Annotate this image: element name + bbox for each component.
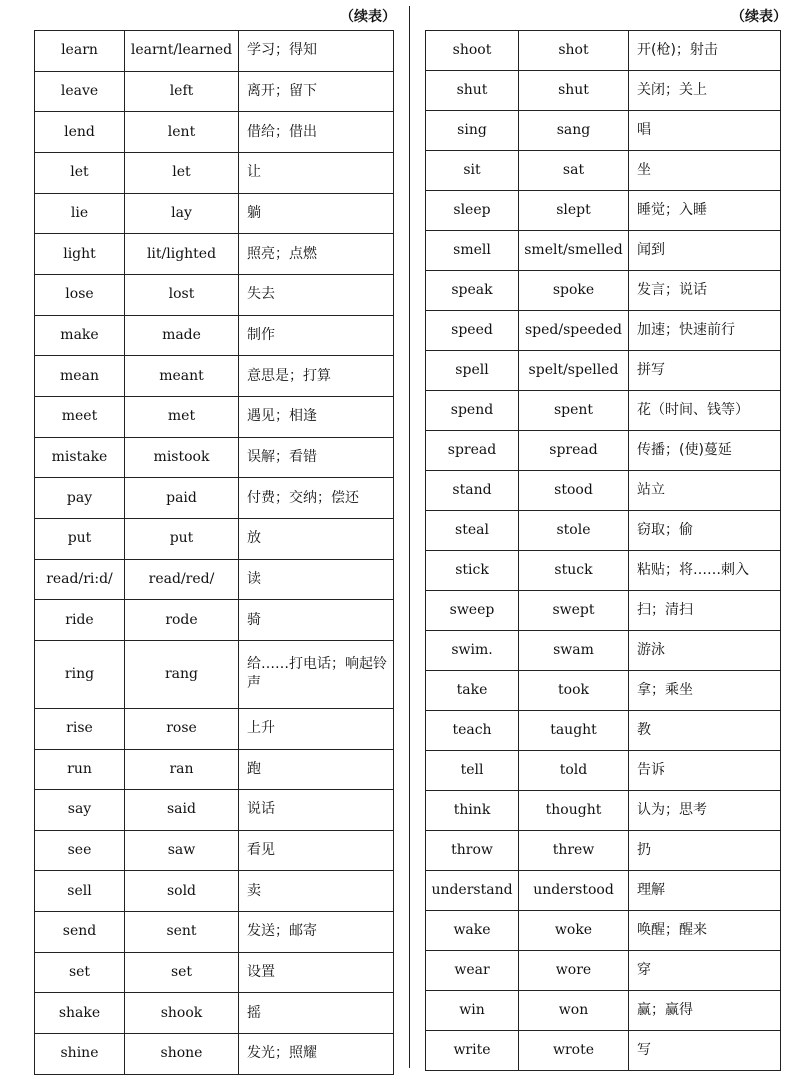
meaning-cell: 坐 [629, 151, 781, 191]
past-form-cell: sang [519, 111, 629, 151]
verb-row [35, 790, 394, 831]
verb-table-left [34, 30, 394, 1075]
base-form-cell: smell [426, 231, 519, 271]
verb-row [35, 152, 394, 193]
meaning-cell: 传播；(使)蔓延 [629, 431, 781, 471]
past-form-cell: spent [519, 391, 629, 431]
base-form-cell: read/ri:d/ [35, 559, 125, 600]
meaning-cell: 花（时间、钱等） [629, 391, 781, 431]
past-form-cell: shut [519, 71, 629, 111]
past-form-cell: paid [125, 478, 239, 519]
verb-row [426, 911, 781, 951]
verb-row [35, 315, 394, 356]
base-form-cell: shine [35, 1034, 125, 1075]
verb-row [35, 31, 394, 72]
verb-row [426, 191, 781, 231]
past-form-cell: woke [519, 911, 629, 951]
verb-row [426, 111, 781, 151]
base-form-cell: lend [35, 112, 125, 153]
meaning-cell: 制作 [239, 315, 394, 356]
meaning-cell: 扫；清扫 [629, 591, 781, 631]
meaning-cell: 认为；思考 [629, 791, 781, 831]
verb-row [426, 551, 781, 591]
past-form-cell: taught [519, 711, 629, 751]
meaning-cell: 唤醒；醒来 [629, 911, 781, 951]
past-form-cell: stole [519, 511, 629, 551]
past-form-cell: lost [125, 274, 239, 315]
verb-row [35, 437, 394, 478]
verb-table-right [425, 30, 781, 1071]
verb-row [35, 871, 394, 912]
base-form-cell: meet [35, 396, 125, 437]
past-form-cell: lent [125, 112, 239, 153]
meaning-cell: 睡觉；入睡 [629, 191, 781, 231]
base-form-cell: sing [426, 111, 519, 151]
meaning-cell: 闻到 [629, 231, 781, 271]
base-form-cell: set [35, 952, 125, 993]
base-form-cell: speak [426, 271, 519, 311]
past-form-cell: rang [125, 640, 239, 708]
meaning-cell: 误解；看错 [239, 437, 394, 478]
base-form-cell: win [426, 991, 519, 1031]
meaning-cell: 让 [239, 152, 394, 193]
meaning-cell: 写 [629, 1031, 781, 1071]
meaning-cell: 粘贴；将……刺入 [629, 551, 781, 591]
meaning-cell: 卖 [239, 871, 394, 912]
verb-row [426, 751, 781, 791]
past-form-cell: slept [519, 191, 629, 231]
meaning-cell: 付费；交纳；偿还 [239, 478, 394, 519]
meaning-cell: 拼写 [629, 351, 781, 391]
base-form-cell: ride [35, 600, 125, 641]
past-form-cell: spelt/spelled [519, 351, 629, 391]
meaning-cell: 发送；邮寄 [239, 912, 394, 953]
past-form-cell: made [125, 315, 239, 356]
past-form-cell: stuck [519, 551, 629, 591]
verb-row [35, 640, 394, 708]
meaning-cell: 摇 [239, 993, 394, 1034]
past-form-cell: said [125, 790, 239, 831]
verb-row [426, 671, 781, 711]
past-form-cell: stood [519, 471, 629, 511]
base-form-cell: leave [35, 71, 125, 112]
verb-row [35, 830, 394, 871]
meaning-cell: 理解 [629, 871, 781, 911]
base-form-cell: run [35, 749, 125, 790]
meaning-cell: 关闭；关上 [629, 71, 781, 111]
base-form-cell: rise [35, 708, 125, 749]
verb-row [35, 518, 394, 559]
base-form-cell: sit [426, 151, 519, 191]
continued-label-left: （续表） [340, 9, 396, 25]
verb-row [35, 912, 394, 953]
verb-row [426, 231, 781, 271]
base-form-cell: write [426, 1031, 519, 1071]
base-form-cell: ring [35, 640, 125, 708]
past-form-cell: understood [519, 871, 629, 911]
base-form-cell: tell [426, 751, 519, 791]
base-form-cell: shake [35, 993, 125, 1034]
base-form-cell: shut [426, 71, 519, 111]
base-form-cell: teach [426, 711, 519, 751]
column-divider [409, 6, 410, 1068]
meaning-cell: 给……打电话；响起铃声 [239, 640, 394, 708]
meaning-cell: 站立 [629, 471, 781, 511]
base-form-cell: mistake [35, 437, 125, 478]
verb-row [426, 791, 781, 831]
meaning-cell: 发光；照耀 [239, 1034, 394, 1075]
base-form-cell: lose [35, 274, 125, 315]
past-form-cell: spoke [519, 271, 629, 311]
meaning-cell: 开(枪)；射击 [629, 31, 781, 71]
base-form-cell: take [426, 671, 519, 711]
base-form-cell: say [35, 790, 125, 831]
verb-row [426, 431, 781, 471]
past-form-cell: swept [519, 591, 629, 631]
past-form-cell: swam [519, 631, 629, 671]
base-form-cell: learn [35, 31, 125, 72]
base-form-cell: light [35, 234, 125, 275]
meaning-cell: 窃取；偷 [629, 511, 781, 551]
base-form-cell: wake [426, 911, 519, 951]
base-form-cell: sweep [426, 591, 519, 631]
verb-row [35, 600, 394, 641]
base-form-cell: stand [426, 471, 519, 511]
past-form-cell: lit/lighted [125, 234, 239, 275]
past-form-cell: shot [519, 31, 629, 71]
verb-row [35, 749, 394, 790]
past-form-cell: sped/speeded [519, 311, 629, 351]
verb-row [426, 31, 781, 71]
past-form-cell: saw [125, 830, 239, 871]
past-form-cell: sold [125, 871, 239, 912]
base-form-cell: shoot [426, 31, 519, 71]
meaning-cell: 唱 [629, 111, 781, 151]
verb-row [35, 71, 394, 112]
verb-row [426, 271, 781, 311]
meaning-cell: 照亮；点燃 [239, 234, 394, 275]
past-form-cell: let [125, 152, 239, 193]
base-form-cell: stick [426, 551, 519, 591]
past-form-cell: took [519, 671, 629, 711]
verb-row [35, 274, 394, 315]
verb-row [426, 631, 781, 671]
base-form-cell: swim. [426, 631, 519, 671]
base-form-cell: speed [426, 311, 519, 351]
verb-row [35, 1034, 394, 1075]
verb-row [35, 356, 394, 397]
base-form-cell: spread [426, 431, 519, 471]
verb-row [426, 151, 781, 191]
past-form-cell: thought [519, 791, 629, 831]
meaning-cell: 失去 [239, 274, 394, 315]
meaning-cell: 借给；借出 [239, 112, 394, 153]
past-form-cell: sent [125, 912, 239, 953]
past-form-cell: ran [125, 749, 239, 790]
verb-row [426, 871, 781, 911]
verb-row [35, 559, 394, 600]
past-form-cell: meant [125, 356, 239, 397]
verb-row [426, 991, 781, 1031]
past-form-cell: set [125, 952, 239, 993]
meaning-cell: 扔 [629, 831, 781, 871]
meaning-cell: 上升 [239, 708, 394, 749]
verb-row [35, 708, 394, 749]
verb-row [426, 311, 781, 351]
base-form-cell: put [35, 518, 125, 559]
verb-row [426, 831, 781, 871]
meaning-cell: 放 [239, 518, 394, 559]
base-form-cell: lie [35, 193, 125, 234]
base-form-cell: steal [426, 511, 519, 551]
meaning-cell: 说话 [239, 790, 394, 831]
verb-row [426, 951, 781, 991]
past-form-cell: lay [125, 193, 239, 234]
meaning-cell: 离开；留下 [239, 71, 394, 112]
past-form-cell: learnt/learned [125, 31, 239, 72]
meaning-cell: 遇见；相逢 [239, 396, 394, 437]
past-form-cell: sat [519, 151, 629, 191]
verb-row [426, 591, 781, 631]
verb-row [426, 71, 781, 111]
meaning-cell: 教 [629, 711, 781, 751]
base-form-cell: spell [426, 351, 519, 391]
past-form-cell: smelt/smelled [519, 231, 629, 271]
base-form-cell: send [35, 912, 125, 953]
past-form-cell: shook [125, 993, 239, 1034]
base-form-cell: throw [426, 831, 519, 871]
base-form-cell: spend [426, 391, 519, 431]
base-form-cell: understand [426, 871, 519, 911]
meaning-cell: 拿；乘坐 [629, 671, 781, 711]
base-form-cell: mean [35, 356, 125, 397]
verb-row [426, 1031, 781, 1071]
meaning-cell: 意思是；打算 [239, 356, 394, 397]
meaning-cell: 学习；得知 [239, 31, 394, 72]
meaning-cell: 设置 [239, 952, 394, 993]
base-form-cell: see [35, 830, 125, 871]
meaning-cell: 穿 [629, 951, 781, 991]
meaning-cell: 跑 [239, 749, 394, 790]
past-form-cell: put [125, 518, 239, 559]
base-form-cell: sleep [426, 191, 519, 231]
verb-row [426, 471, 781, 511]
meaning-cell: 游泳 [629, 631, 781, 671]
meaning-cell: 骑 [239, 600, 394, 641]
past-form-cell: mistook [125, 437, 239, 478]
past-form-cell: wore [519, 951, 629, 991]
meaning-cell: 赢；赢得 [629, 991, 781, 1031]
past-form-cell: left [125, 71, 239, 112]
verb-row [35, 478, 394, 519]
past-form-cell: read/red/ [125, 559, 239, 600]
verb-row [35, 234, 394, 275]
past-form-cell: won [519, 991, 629, 1031]
meaning-cell: 看见 [239, 830, 394, 871]
past-form-cell: shone [125, 1034, 239, 1075]
past-form-cell: rode [125, 600, 239, 641]
meaning-cell: 加速；快速前行 [629, 311, 781, 351]
base-form-cell: pay [35, 478, 125, 519]
meaning-cell: 发言；说话 [629, 271, 781, 311]
verb-row [426, 351, 781, 391]
meaning-cell: 读 [239, 559, 394, 600]
base-form-cell: think [426, 791, 519, 831]
past-form-cell: threw [519, 831, 629, 871]
past-form-cell: met [125, 396, 239, 437]
meaning-cell: 告诉 [629, 751, 781, 791]
verb-row [35, 952, 394, 993]
base-form-cell: wear [426, 951, 519, 991]
past-form-cell: rose [125, 708, 239, 749]
verb-row [426, 711, 781, 751]
past-form-cell: spread [519, 431, 629, 471]
verb-row [35, 396, 394, 437]
continued-label-right: （续表） [731, 9, 787, 25]
verb-row [35, 112, 394, 153]
meaning-cell: 躺 [239, 193, 394, 234]
past-form-cell: wrote [519, 1031, 629, 1071]
base-form-cell: sell [35, 871, 125, 912]
verb-row [426, 391, 781, 431]
verb-row [35, 193, 394, 234]
verb-row [35, 993, 394, 1034]
past-form-cell: told [519, 751, 629, 791]
base-form-cell: let [35, 152, 125, 193]
base-form-cell: make [35, 315, 125, 356]
verb-row [426, 511, 781, 551]
